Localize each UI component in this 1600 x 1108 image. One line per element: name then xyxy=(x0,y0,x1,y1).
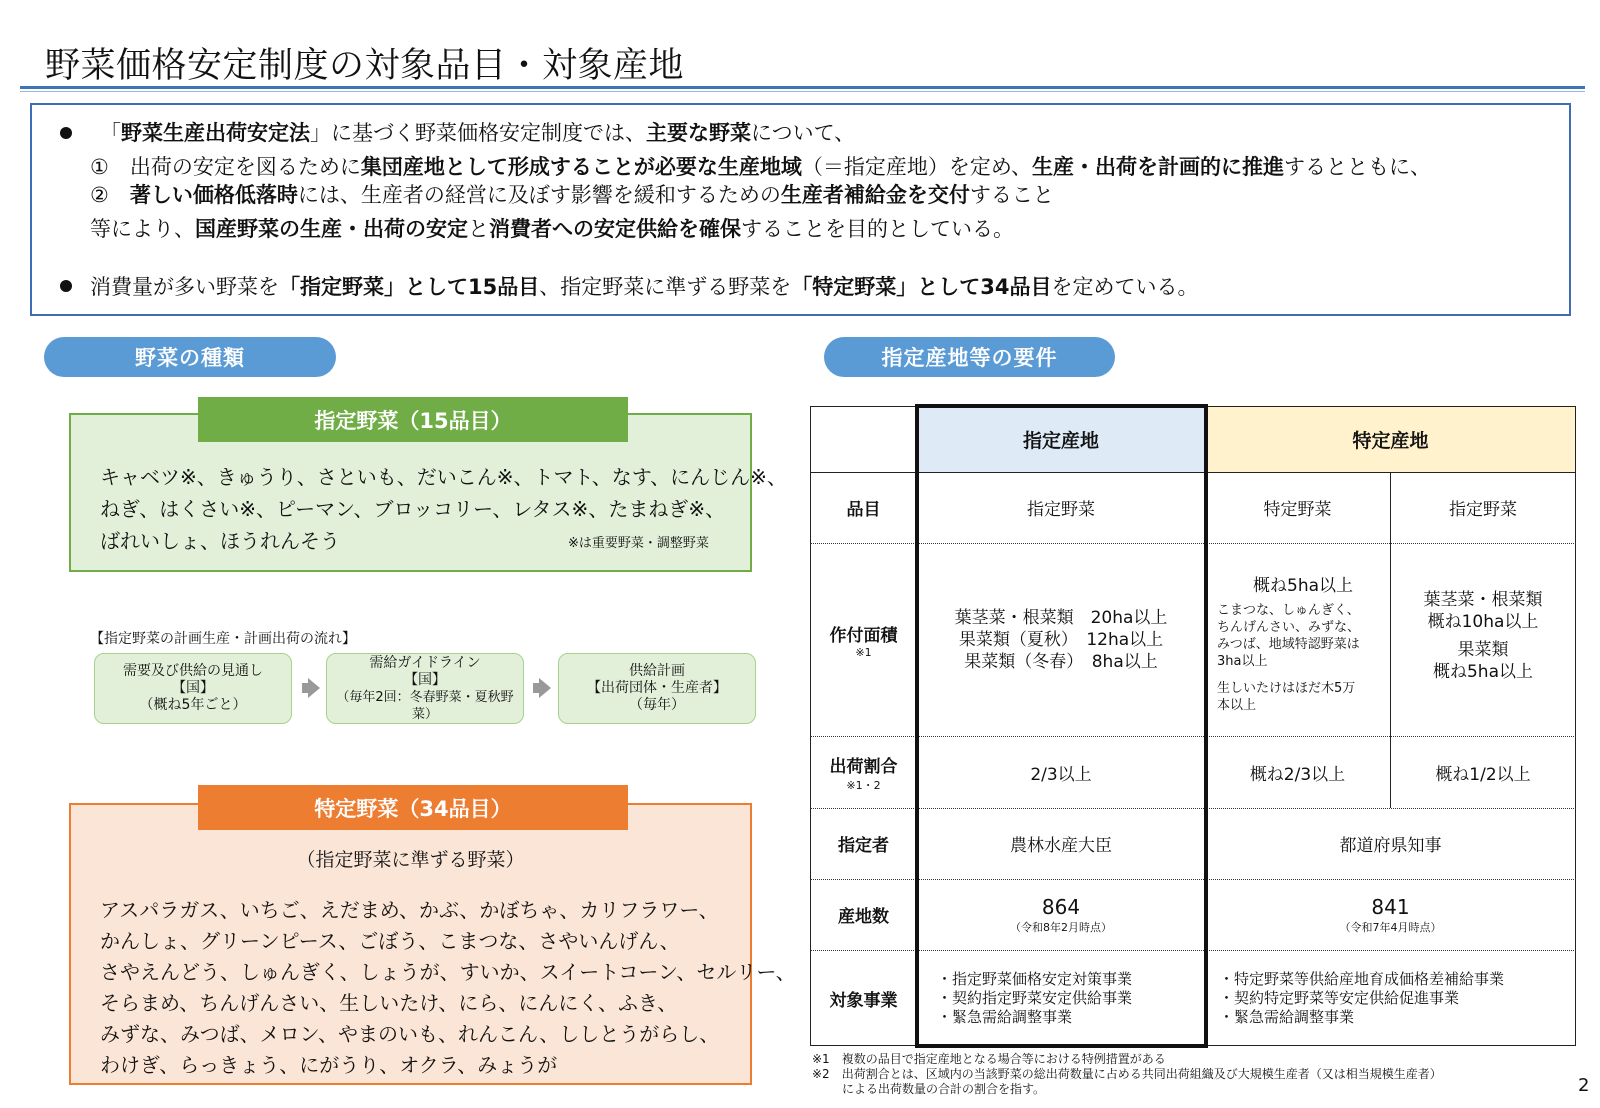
area-line: 概ね5ha以上 xyxy=(1432,662,1533,682)
row-label-text: 産地数 xyxy=(838,907,889,927)
area-line: 概ね10ha以上 xyxy=(1427,612,1539,632)
intro-text: 等により、 xyxy=(90,217,195,241)
row-label-note: ※1 xyxy=(855,645,872,659)
program-item: ・緊急需給調整事業 xyxy=(937,1007,1073,1026)
flow-step-label: 需要及び供給の見通し xyxy=(123,663,263,679)
row-label-count xyxy=(810,879,917,950)
cell-designator-specific: 都道府県知事 xyxy=(1339,836,1442,856)
intro-text: と xyxy=(468,217,489,241)
count-note: （令和8年2月時点） xyxy=(1010,920,1112,934)
flow-title: 【指定野菜の計画生産・計画出荷の流れ】 xyxy=(90,631,356,647)
intro-emphasis: 生産・出荷を計画的に推進 xyxy=(1032,155,1284,179)
specific-vegetables-header: 特定野菜（34品目） xyxy=(198,785,628,830)
flow-step-outlook xyxy=(94,653,292,724)
bullet-icon xyxy=(60,127,72,139)
flow-step-actor: 【国】 xyxy=(172,680,214,696)
area-line: 葉茎菜・根菜類 20ha以上 xyxy=(954,607,1168,628)
specific-vegetables-line: かんしょ、グリーンピース、ごぼう、こまつな、さやいんげん、 xyxy=(100,929,680,953)
specific-vegetables-line: さやえんどう、しゅんぎく、しょうが、すいか、スイートコーン、セルリー、 xyxy=(100,960,796,984)
intro-text: （＝指定産地）を定め、 xyxy=(801,155,1032,179)
intro-line-1 xyxy=(100,117,855,147)
program-item: ・特定野菜等供給産地育成価格差補給事業 xyxy=(1219,969,1505,988)
row-label-text: 出荷割合 xyxy=(829,756,898,777)
intro-emphasis: 「指定野菜」として15品目 xyxy=(279,275,540,299)
intro-text: ① 出荷の安定を図るために xyxy=(90,155,361,179)
program-item: ・契約特定野菜等安定供給促進事業 xyxy=(1219,988,1460,1007)
intro-text: 」に基づく野菜価格安定制度では、 xyxy=(310,121,646,145)
intro-text: 消費量が多い野菜を xyxy=(90,275,279,299)
area-line: みつば、地域特認野菜は xyxy=(1217,637,1360,652)
intro-emphasis: 生産者補給金を交付 xyxy=(780,183,970,207)
area-line: 果菜類（冬春） 8ha以上 xyxy=(964,651,1158,672)
area-line: 概ね5ha以上 xyxy=(1253,576,1354,596)
cell-ratio-designated: 2/3以上 xyxy=(1030,764,1092,785)
row-label-text: 対象事業 xyxy=(829,990,898,1011)
footnote-2: ※2 出荷割合とは、区域内の当該野菜の総出荷数量に占める共同出荷組織及び大規模生産者（又は相当規模生産者） xyxy=(812,1067,1442,1081)
area-line: こまつな、しゅんぎく、 xyxy=(1217,603,1360,618)
important-vegetables-note: ※は重要野菜・調整野菜 xyxy=(568,536,709,551)
specific-vegetables-subtitle: （指定野菜に準ずる野菜） xyxy=(296,849,525,871)
row-label-program xyxy=(810,950,917,1046)
vegetable-types-pill: 野菜の種類 xyxy=(44,337,336,377)
flow-step-actor: 【出荷団体・生産者】 xyxy=(587,680,727,696)
cell-item-designated: 指定野菜 xyxy=(1027,500,1095,520)
intro-text: には、生産者の経営に及ぼす影響を緩和するための xyxy=(297,183,781,207)
program-item: ・契約指定野菜安定供給事業 xyxy=(937,988,1133,1007)
intro-text: 、指定野菜に準ずる野菜を xyxy=(539,275,792,299)
flow-step-actor: 【国】 xyxy=(404,671,446,688)
designated-vegetables-header: 指定野菜（15品目） xyxy=(198,397,628,442)
flow-step-frequency: （概ね5年ごと） xyxy=(139,697,247,713)
footnote-1: ※1 複数の品目で指定産地となる場合等における特例措置がある xyxy=(812,1052,1166,1066)
cell-ratio-designated-specific-area: 概ね1/2以上 xyxy=(1435,764,1531,785)
footnotes xyxy=(812,1052,1442,1097)
specific-vegetables-line: みずな、みつば、メロン、やまのいも、れんこん、ししとうがらし、 xyxy=(100,1022,720,1046)
cell-program-specific xyxy=(1205,950,1576,1046)
row-label-area xyxy=(810,543,917,736)
page-number: 2 xyxy=(1578,1075,1590,1096)
row-label-item xyxy=(810,472,917,543)
cell-item-specific: 特定野菜 xyxy=(1263,500,1332,520)
specific-vegetables-line: そらまめ、ちんげんさい、生しいたけ、にら、にんにく、ふき、 xyxy=(100,991,678,1015)
specific-vegetables-line: わけぎ、らっきょう、にがうり、オクラ、みょうが xyxy=(100,1053,558,1077)
title-rule xyxy=(20,86,1585,89)
intro-text: 「 xyxy=(100,121,121,145)
intro-text: すること xyxy=(969,183,1054,207)
count-note: （令和7年4月時点） xyxy=(1339,920,1442,934)
count-value: 864 xyxy=(1041,894,1081,919)
intro-emphasis: 主要な野菜 xyxy=(646,121,751,145)
header-label: 特定産地 xyxy=(1352,429,1429,452)
count-value: 841 xyxy=(1371,894,1410,919)
intro-emphasis: 集団産地として形成することが必要な生産地域 xyxy=(360,155,802,179)
row-label-text: 品目 xyxy=(846,500,881,520)
specific-vegetables-line: アスパラガス、いちご、えだまめ、かぶ、かぼちゃ、カリフラワー、 xyxy=(100,898,719,922)
page-title: 野菜価格安定制度の対象品目・対象産地 xyxy=(45,46,685,86)
area-line: 3ha以上 xyxy=(1217,654,1268,669)
flow-step-supply-plan xyxy=(558,653,756,724)
row-label-note: ※1・2 xyxy=(846,778,881,792)
intro-emphasis: 国産野菜の生産・出荷の安定 xyxy=(195,217,468,241)
arrow-right-icon xyxy=(308,678,320,698)
area-line: 葉茎菜・根菜類 xyxy=(1423,590,1543,610)
row-label-text: 作付面積 xyxy=(829,625,898,646)
intro-emphasis: 著しい価格低落時 xyxy=(129,183,298,207)
intro-line-2 xyxy=(90,151,1431,181)
cell-ratio-specific: 概ね2/3以上 xyxy=(1249,764,1346,785)
intro-emphasis: 野菜生産出荷安定法 xyxy=(121,121,310,145)
area-line: 果菜類 xyxy=(1457,640,1509,660)
designated-vegetables-line: ねぎ、はくさい※、ピーマン、ブロッコリー、レタス※、たまねぎ※、 xyxy=(100,497,726,521)
cell-designator-designated: 農林水産大臣 xyxy=(1010,836,1112,856)
intro-text: を定めている。 xyxy=(1051,275,1199,299)
footnote-2-continued: による出荷数量の合計の割合を指す。 xyxy=(842,1082,1046,1096)
intro-line-4 xyxy=(90,213,1014,243)
designated-vegetables-line: キャベツ※、きゅうり、さといも、だいこん※、トマト、なす、にんじん※、 xyxy=(100,465,787,489)
intro-text: することを目的としている。 xyxy=(741,217,1014,241)
flow-step-guideline xyxy=(326,653,524,724)
flow-step-label: 供給計画 xyxy=(629,663,685,679)
intro-text: するとともに、 xyxy=(1284,155,1431,179)
intro-text: ② xyxy=(90,183,130,207)
row-label-ratio xyxy=(810,736,917,808)
area-requirements-pill: 指定産地等の要件 xyxy=(824,337,1115,377)
program-item: ・指定野菜価格安定対策事業 xyxy=(937,969,1133,988)
cell-item-designated-specific-area: 指定野菜 xyxy=(1449,500,1517,520)
bullet-icon xyxy=(60,280,72,292)
intro-emphasis: 消費者への安定供給を確保 xyxy=(489,217,741,241)
area-line: 生しいたけはほだ木5万 xyxy=(1217,681,1356,696)
cell-area-designated xyxy=(917,543,1205,736)
title-rule-thin xyxy=(20,91,1585,92)
flow-step-label: 需給ガイドライン xyxy=(369,654,481,671)
flow-step-frequency: （毎年2回：冬春野菜・夏秋野菜） xyxy=(336,689,514,722)
arrow-right-icon xyxy=(539,678,551,698)
row-label-designator xyxy=(810,808,917,879)
intro-text: について、 xyxy=(751,121,856,145)
flow-step-frequency: （毎年） xyxy=(629,697,685,713)
area-line: ちんげんさい、みずな、 xyxy=(1217,620,1361,635)
intro-line-3 xyxy=(90,179,1054,209)
program-item: ・緊急需給調整事業 xyxy=(1219,1007,1355,1026)
cell-count-specific xyxy=(1205,879,1576,950)
area-line: 果菜類（夏秋） 12ha以上 xyxy=(958,629,1164,650)
intro-box xyxy=(30,103,1571,316)
cell-area-specific xyxy=(1205,543,1390,736)
intro-emphasis: 「特定野菜」として34品目 xyxy=(791,275,1052,299)
header-label: 指定産地 xyxy=(1022,429,1099,452)
cell-count-designated xyxy=(917,879,1205,950)
intro-line-5 xyxy=(90,271,1198,301)
row-label-text: 指定者 xyxy=(838,836,889,856)
cell-area-designated-specific-area xyxy=(1390,543,1576,736)
area-line: 本以上 xyxy=(1217,698,1257,713)
designated-vegetables-line: ばれいしょ、ほうれんそう xyxy=(100,529,340,553)
cell-program-designated xyxy=(917,950,1205,1046)
